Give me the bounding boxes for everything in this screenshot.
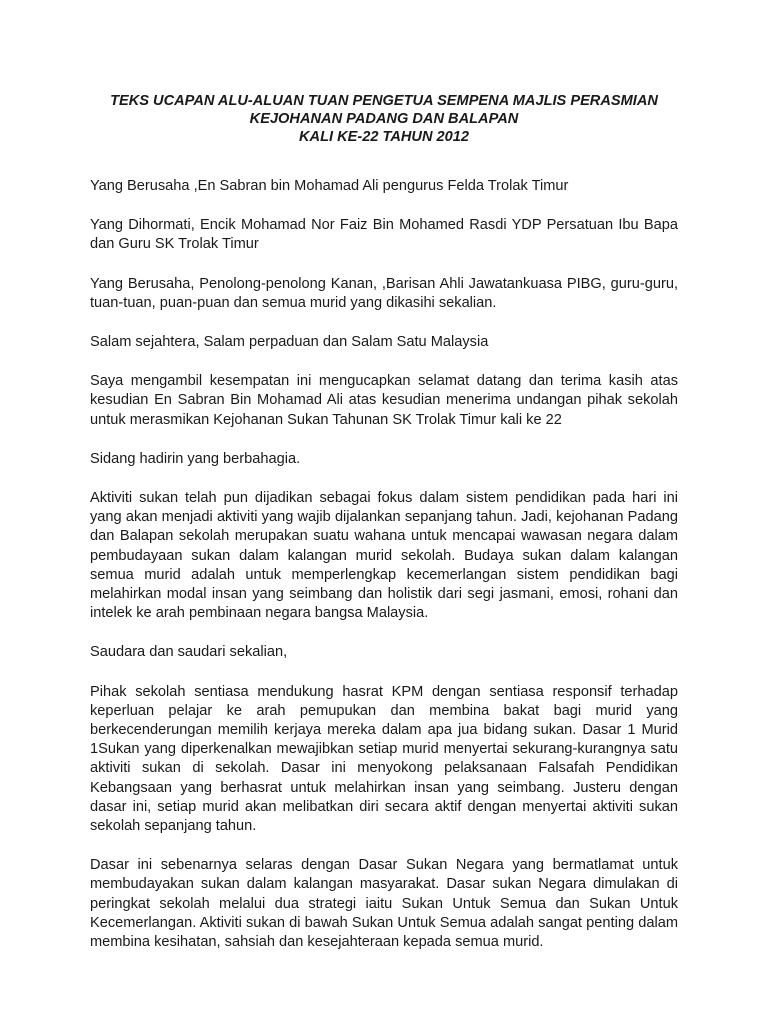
- paragraph-national-policy: Dasar ini sebenarnya selaras dengan Dasar Sukan Negara yang bermatlamat untuk membudayakan sukan dalam kalangan masyarakat. Dasar sukan Negara dimulakan di peringkat sekolah melalui dua strategi iaitu Sukan Untuk Semua dan Sukan Untuk Kecemerlangan. Aktiviti sukan di bawah Sukan Untuk Semua adalah sangat penting dalam membina kesihatan, sahsiah dan kesejahteraan kepada semua murid.: [90, 857, 678, 951]
- paragraph-greeting-audience: Yang Berusaha, Penolong-penolong Kanan, ,Barisan Ahli Jawatankuasa PIBG, guru-guru, tuan-tuan, puan-puan dan semua murid yang dikasihi sekalian.: [90, 275, 678, 311]
- paragraph-kpm-policy: Pihak sekolah sentiasa mendukung hasrat KPM dengan sentiasa responsif terhadap keperluan pelajar ke arah pemupukan dan membina bakat bagi murid yang berkecenderungan memilih kerjaya mereka dalam apa jua bidang sukan. Dasar 1 Murid 1Sukan yang diperkenalkan mewajibkan setiap murid menyertai sekurang-kurangnya satu aktiviti sukan di sekolah. Dasar ini menyokong pelaksanaan Falsafah Pendidikan Kebangsaan yang berhasrat untuk melahirkan insan yang seimbang. Justeru dengan dasar ini, setiap murid akan melibatkan diri secara aktif dengan menyertai aktiviti sukan sekolah sepanjang tahun.: [90, 683, 678, 835]
- paragraph-welcome: Saya mengambil kesempatan ini mengucapkan selamat datang dan terima kasih atas kesudian En Sabran Bin Mohamad Ali atas kesudian menerima undangan pihak sekolah untuk merasmikan Kejohanan Sukan Tahunan SK Trolak Timur kali ke 22: [90, 373, 678, 428]
- title-line-2: KEJOHANAN PADANG DAN BALAPAN: [249, 111, 519, 127]
- paragraph-address: Sidang hadirin yang berbahagia.: [90, 450, 301, 467]
- paragraph-greeting-ydp: Yang Dihormati, Encik Mohamad Nor Faiz Bin Mohamed Rasdi YDP Persatuan Ibu Bapa dan Guru SK Trolak Timur: [90, 217, 678, 253]
- title-line-1: TEKS UCAPAN ALU-ALUAN TUAN PENGETUA SEMPENA MAJLIS PERASMIAN: [110, 93, 658, 109]
- document-title: [90, 92, 678, 146]
- paragraph-salutation: Salam sejahtera, Salam perpaduan dan Salam Satu Malaysia: [90, 334, 489, 351]
- paragraph-address-2: Saudara dan saudari sekalian,: [90, 644, 288, 661]
- title-line-3: KALI KE-22 TAHUN 2012: [298, 129, 470, 145]
- paragraph-sports-focus: Aktiviti sukan telah pun dijadikan sebagai fokus dalam sistem pendidikan pada hari ini yang akan menjadi aktiviti yang wajib dijalankan sepanjang tahun. Jadi, kejohanan Padang dan Balapan sekolah merupakan suatu wahana untuk mencapai wawasan negara dalam pembudayaan sukan dalam kalangan murid sekolah. Budaya sukan dalam kalangan semua murid adalah untuk memperlengkap kecemerlangan sistem pendidikan bagi melahirkan modal insan yang seimbang dan holistik dari segi jasmani, emosi, rohani dan intelek ke arah pembinaan negara bangsa Malaysia.: [90, 490, 678, 622]
- paragraph-greeting-guest: Yang Berusaha ,En Sabran bin Mohamad Ali pengurus Felda Trolak Timur: [90, 178, 569, 194]
- document-page: [90, 92, 678, 972]
